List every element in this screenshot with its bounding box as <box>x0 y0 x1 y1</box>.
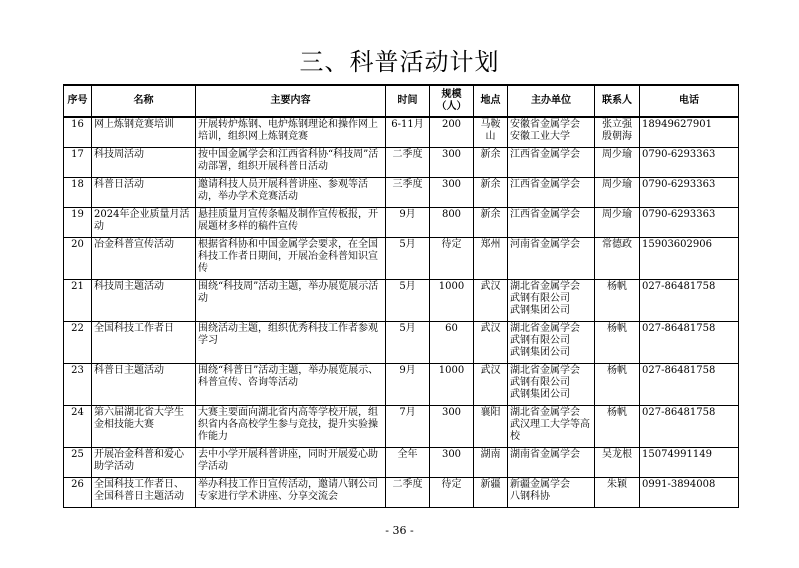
cell-time: 5月 <box>386 279 430 321</box>
cell-contact: 杨帆 <box>595 363 640 405</box>
cell-phone: 0790-6293363 <box>640 147 739 177</box>
cell-place: 马鞍山 <box>474 117 508 147</box>
header-contact: 联系人 <box>595 85 640 117</box>
cell-contact: 周少瑜 <box>595 207 640 237</box>
cell-scale: 300 <box>430 147 474 177</box>
cell-content: 按中国金属学会和江西省科协“科技周”活动部署，组织开展科普日活动 <box>196 147 386 177</box>
cell-time: 二季度 <box>386 147 430 177</box>
cell-content: 举办科技工作日宣传活动，邀请八钢公司专家进行学术讲座、分享交流会 <box>196 477 386 507</box>
cell-phone: 027-86481758 <box>640 405 739 447</box>
cell-place: 武汉 <box>474 363 508 405</box>
table-row <box>64 237 739 279</box>
cell-no: 21 <box>64 279 92 321</box>
cell-time: 9月 <box>386 207 430 237</box>
cell-content: 围绕活动主题，组织优秀科技工作者参观学习 <box>196 321 386 363</box>
cell-scale: 200 <box>430 117 474 147</box>
cell-scale: 800 <box>430 207 474 237</box>
cell-name: 冶金科普宣传活动 <box>92 237 196 279</box>
cell-contact: 常德政 <box>595 237 640 279</box>
cell-contact: 周少瑜 <box>595 177 640 207</box>
table-row <box>64 279 739 321</box>
cell-content: 去中小学开展科普讲座，同时开展爱心助学活动 <box>196 447 386 477</box>
cell-phone: 027-86481758 <box>640 321 739 363</box>
table-row <box>64 447 739 477</box>
cell-organizer: 安徽省金属学会 安徽工业大学 <box>508 117 595 147</box>
cell-phone: 027-86481758 <box>640 363 739 405</box>
cell-time: 二季度 <box>386 477 430 507</box>
cell-scale: 待定 <box>430 237 474 279</box>
cell-contact: 吴龙根 <box>595 447 640 477</box>
cell-no: 17 <box>64 147 92 177</box>
cell-organizer: 湖北省金属学会 武钢有限公司 武钢集团公司 <box>508 363 595 405</box>
cell-phone: 15903602906 <box>640 237 739 279</box>
cell-organizer: 江西省金属学会 <box>508 207 595 237</box>
cell-no: 23 <box>64 363 92 405</box>
cell-contact: 杨帆 <box>595 279 640 321</box>
cell-no: 19 <box>64 207 92 237</box>
cell-place: 新余 <box>474 177 508 207</box>
cell-organizer: 湖北省金属学会 武钢有限公司 武钢集团公司 <box>508 321 595 363</box>
page-number: - 36 - <box>385 524 414 537</box>
cell-organizer: 新疆金属学会 八钢科协 <box>508 477 595 507</box>
cell-time: 5月 <box>386 321 430 363</box>
cell-scale: 300 <box>430 405 474 447</box>
cell-content: 开展转炉炼钢、电炉炼钢理论和操作网上培训，组织网上炼钢竞赛 <box>196 117 386 147</box>
cell-phone: 15074991149 <box>640 447 739 477</box>
cell-contact: 张立强 殷朝海 <box>595 117 640 147</box>
cell-no: 26 <box>64 477 92 507</box>
cell-time: 9月 <box>386 363 430 405</box>
table-row <box>64 147 739 177</box>
cell-place: 新余 <box>474 147 508 177</box>
table-row <box>64 117 739 147</box>
cell-place: 新余 <box>474 207 508 237</box>
cell-no: 22 <box>64 321 92 363</box>
cell-scale: 1000 <box>430 279 474 321</box>
cell-content: 围绕“科普日”活动主题，举办展览展示、科普宣传、咨询等活动 <box>196 363 386 405</box>
table-row <box>64 207 739 237</box>
cell-content: 围绕“科技周”活动主题，举办展览展示活动 <box>196 279 386 321</box>
table-row <box>64 405 739 447</box>
cell-content: 根据省科协和中国金属学会要求，在全国科技工作者日期间，开展冶金科普知识宣传 <box>196 237 386 279</box>
cell-name: 开展冶金科普和爱心助学活动 <box>92 447 196 477</box>
header-phone: 电话 <box>640 85 739 117</box>
cell-scale: 1000 <box>430 363 474 405</box>
cell-no: 16 <box>64 117 92 147</box>
header-scale: 规模（人） <box>430 85 474 117</box>
table-row <box>64 321 739 363</box>
cell-organizer: 湖南省金属学会 <box>508 447 595 477</box>
cell-contact: 杨帆 <box>595 405 640 447</box>
cell-content: 悬挂质量月宣传条幅及制作宣传板报，开展题材多样的稿件宣传 <box>196 207 386 237</box>
cell-time: 7月 <box>386 405 430 447</box>
cell-place: 武汉 <box>474 279 508 321</box>
cell-phone: 027-86481758 <box>640 279 739 321</box>
cell-name: 科技周主题活动 <box>92 279 196 321</box>
header-no: 序号 <box>64 85 92 117</box>
cell-place: 郑州 <box>474 237 508 279</box>
cell-phone: 0790-6293363 <box>640 207 739 237</box>
cell-contact: 朱颖 <box>595 477 640 507</box>
cell-organizer: 湖北省金属学会 武钢有限公司 武钢集团公司 <box>508 279 595 321</box>
cell-name: 全国科技工作者日 <box>92 321 196 363</box>
header-organizer: 主办单位 <box>508 85 595 117</box>
activity-plan-table <box>63 84 739 508</box>
cell-place: 武汉 <box>474 321 508 363</box>
cell-name: 全国科技工作者日、全国科普日主题活动 <box>92 477 196 507</box>
cell-place: 新疆 <box>474 477 508 507</box>
cell-name: 第六届湖北省大学生金相技能大赛 <box>92 405 196 447</box>
header-time: 时间 <box>386 85 430 117</box>
cell-scale: 待定 <box>430 477 474 507</box>
cell-phone: 18949627901 <box>640 117 739 147</box>
cell-no: 18 <box>64 177 92 207</box>
header-place: 地点 <box>474 85 508 117</box>
cell-time: 全年 <box>386 447 430 477</box>
table-row <box>64 177 739 207</box>
cell-name: 2024年企业质量月活动 <box>92 207 196 237</box>
cell-name: 科普日主题活动 <box>92 363 196 405</box>
cell-organizer: 江西省金属学会 <box>508 147 595 177</box>
header-name: 名称 <box>92 85 196 117</box>
cell-contact: 杨帆 <box>595 321 640 363</box>
table-row <box>64 477 739 507</box>
cell-no: 24 <box>64 405 92 447</box>
cell-phone: 0991-3894008 <box>640 477 739 507</box>
cell-content: 大赛主要面向湖北省内高等学校开展，组织省内各高校学生参与竞技，提升实验操作能力 <box>196 405 386 447</box>
cell-name: 网上炼钢竞赛培训 <box>92 117 196 147</box>
cell-time: 6-11月 <box>386 117 430 147</box>
cell-phone: 0790-6293363 <box>640 177 739 207</box>
table-header-row <box>64 85 739 117</box>
cell-no: 25 <box>64 447 92 477</box>
cell-scale: 60 <box>430 321 474 363</box>
cell-content: 邀请科技人员开展科普讲座、参观等活动，举办学术竞赛活动 <box>196 177 386 207</box>
cell-no: 20 <box>64 237 92 279</box>
page-title: 三、科普活动计划 <box>299 48 500 76</box>
cell-place: 襄阳 <box>474 405 508 447</box>
cell-name: 科普日活动 <box>92 177 196 207</box>
cell-contact: 周少瑜 <box>595 147 640 177</box>
header-content: 主要内容 <box>196 85 386 117</box>
cell-organizer: 江西省金属学会 <box>508 177 595 207</box>
cell-scale: 300 <box>430 447 474 477</box>
cell-organizer: 湖北省金属学会 武汉理工大学等高校 <box>508 405 595 447</box>
cell-scale: 300 <box>430 177 474 207</box>
cell-time: 三季度 <box>386 177 430 207</box>
cell-place: 湖南 <box>474 447 508 477</box>
cell-name: 科技周活动 <box>92 147 196 177</box>
cell-organizer: 河南省金属学会 <box>508 237 595 279</box>
cell-time: 5月 <box>386 237 430 279</box>
table-row <box>64 363 739 405</box>
